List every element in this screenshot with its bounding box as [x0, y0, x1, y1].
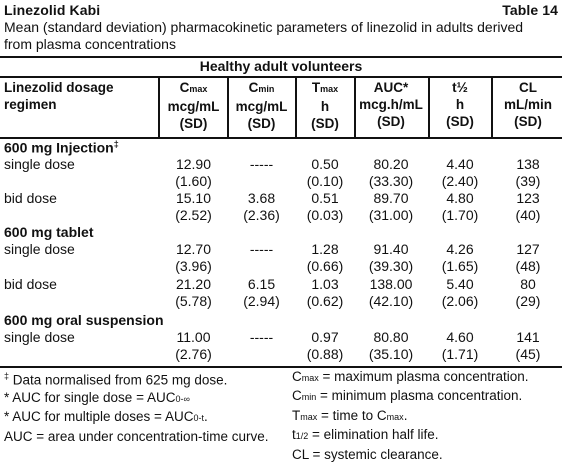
footnote-thalf: t1/2 = elimination half life.	[292, 427, 439, 443]
col-cmax	[161, 79, 226, 132]
col-cmax-line2: mcg/mL	[167, 99, 220, 114]
row-label: single dose	[4, 156, 75, 172]
cell-cl: 80 (29)	[515, 276, 541, 309]
col-cmin	[229, 79, 294, 132]
header-divider	[158, 78, 160, 138]
footnote-normalised: ‡ Data normalised from 625 mg dose.	[4, 371, 228, 388]
row-label: single dose	[4, 329, 75, 345]
product-name: Linezolid Kabi	[4, 2, 101, 18]
cell-thalf: 5.40 (2.06)	[441, 276, 479, 309]
section-title-injection: 600 mg Injection‡	[4, 139, 119, 156]
footnote-cl: CL = systemic clearance.	[292, 446, 443, 462]
footnote-auc-def: AUC = area under concentration-time curve.	[4, 428, 269, 444]
cell-cmin: 3.68 (2.36)	[243, 190, 280, 223]
group-rule	[0, 76, 562, 78]
cell-cl: 123 (40)	[515, 190, 541, 223]
cell-cmax: 12.90 (1.60)	[175, 156, 212, 189]
cell-cl: 138 (39)	[515, 156, 541, 189]
cell-cl: 141 (45)	[515, 329, 541, 362]
col-thalf-line1: t½	[452, 80, 468, 95]
cell-tmax: 1.03 (0.62)	[306, 276, 344, 309]
col-regimen-line2: regimen	[4, 97, 57, 112]
header-divider	[491, 78, 493, 138]
footnote-auc-single: * AUC for single dose = AUC0-∞	[4, 389, 190, 405]
col-auc	[356, 79, 426, 130]
col-cmax-line3: (SD)	[179, 116, 208, 131]
header-bar	[4, 2, 558, 18]
header-divider	[354, 78, 356, 138]
col-tmax-line3: (SD)	[311, 116, 339, 131]
header-divider	[295, 78, 297, 138]
cell-auc: 80.20 (33.30)	[368, 156, 414, 189]
col-auc-line3: (SD)	[377, 114, 405, 129]
col-thalf-line3: (SD)	[446, 114, 474, 129]
cell-auc: 89.70 (31.00)	[368, 190, 414, 223]
col-cmin-line2: mcg/mL	[235, 99, 288, 114]
header-divider	[428, 78, 430, 138]
table-caption: Mean (standard deviation) pharmacokinetic parameters of linezolid in adults derived from plasma concentrations	[4, 19, 524, 52]
col-cl-line3: (SD)	[514, 114, 542, 129]
cell-cmax: 12.70 (3.96)	[175, 241, 212, 274]
cell-cmax: 11.00 (2.76)	[175, 329, 212, 362]
row-label: single dose	[4, 241, 75, 257]
col-tmax-line2: h	[320, 99, 330, 114]
col-tmax	[298, 79, 352, 132]
footnotes-left	[4, 368, 284, 445]
col-tmax-line1: Tmax	[311, 80, 339, 95]
cell-cl: 127 (48)	[515, 241, 541, 274]
cell-tmax: 0.51 (0.03)	[306, 190, 344, 223]
col-regimen	[4, 79, 154, 113]
cell-thalf: 4.40 (2.40)	[441, 156, 479, 189]
section-title-tablet: 600 mg tablet	[4, 224, 94, 240]
cell-cmax: 21.20 (5.78)	[175, 276, 212, 309]
col-auc-line2: mcg.h/mL	[359, 97, 423, 112]
col-cl	[496, 79, 560, 130]
group-header: Healthy adult volunteers	[199, 58, 363, 74]
cell-cmin: -----	[249, 241, 274, 257]
footnote-auc-multiple: * AUC for multiple doses = AUC0-t.	[4, 409, 208, 425]
cell-thalf: 4.60 (1.71)	[441, 329, 479, 362]
col-cl-line1: CL	[519, 80, 537, 95]
cell-tmax: 0.97 (0.88)	[306, 329, 344, 362]
cell-thalf: 4.26 (1.65)	[441, 241, 479, 274]
col-cl-line2: mL/min	[503, 97, 552, 112]
cell-auc: 138.00 (42.10)	[368, 276, 414, 309]
section-title-oral-suspension: 600 mg oral suspension	[4, 312, 164, 328]
cell-auc: 80.80 (35.10)	[368, 329, 414, 362]
cell-auc: 91.40 (39.30)	[368, 241, 414, 274]
col-cmin-line1: Cmin	[248, 80, 275, 95]
col-thalf	[432, 79, 488, 130]
col-regimen-line1: Linezolid dosage	[4, 80, 114, 95]
cell-cmin: 6.15 (2.94)	[243, 276, 280, 309]
footnote-cmin: Cmin = minimum plasma concentration.	[292, 388, 523, 404]
col-auc-line1: AUC*	[373, 80, 409, 95]
cell-thalf: 4.80 (1.70)	[441, 190, 479, 223]
footnotes-right	[292, 368, 560, 463]
table-number: Table 14	[502, 2, 558, 18]
col-cmin-line3: (SD)	[247, 116, 276, 131]
footnote-tmax: Tmax = time to Cmax.	[292, 407, 408, 423]
cell-cmax: 15.10 (2.52)	[175, 190, 212, 223]
cell-cmin: -----	[249, 329, 274, 345]
cell-cmin: -----	[249, 156, 274, 172]
header-divider	[227, 78, 229, 138]
footnote-cmax: Cmax = maximum plasma concentration.	[292, 369, 529, 384]
cell-tmax: 0.50 (0.10)	[306, 156, 344, 189]
row-label: bid dose	[4, 190, 57, 206]
row-label: bid dose	[4, 276, 57, 292]
col-thalf-line2: h	[455, 97, 465, 112]
col-cmax-line1: Cmax	[179, 80, 208, 95]
cell-tmax: 1.28 (0.66)	[306, 241, 344, 274]
